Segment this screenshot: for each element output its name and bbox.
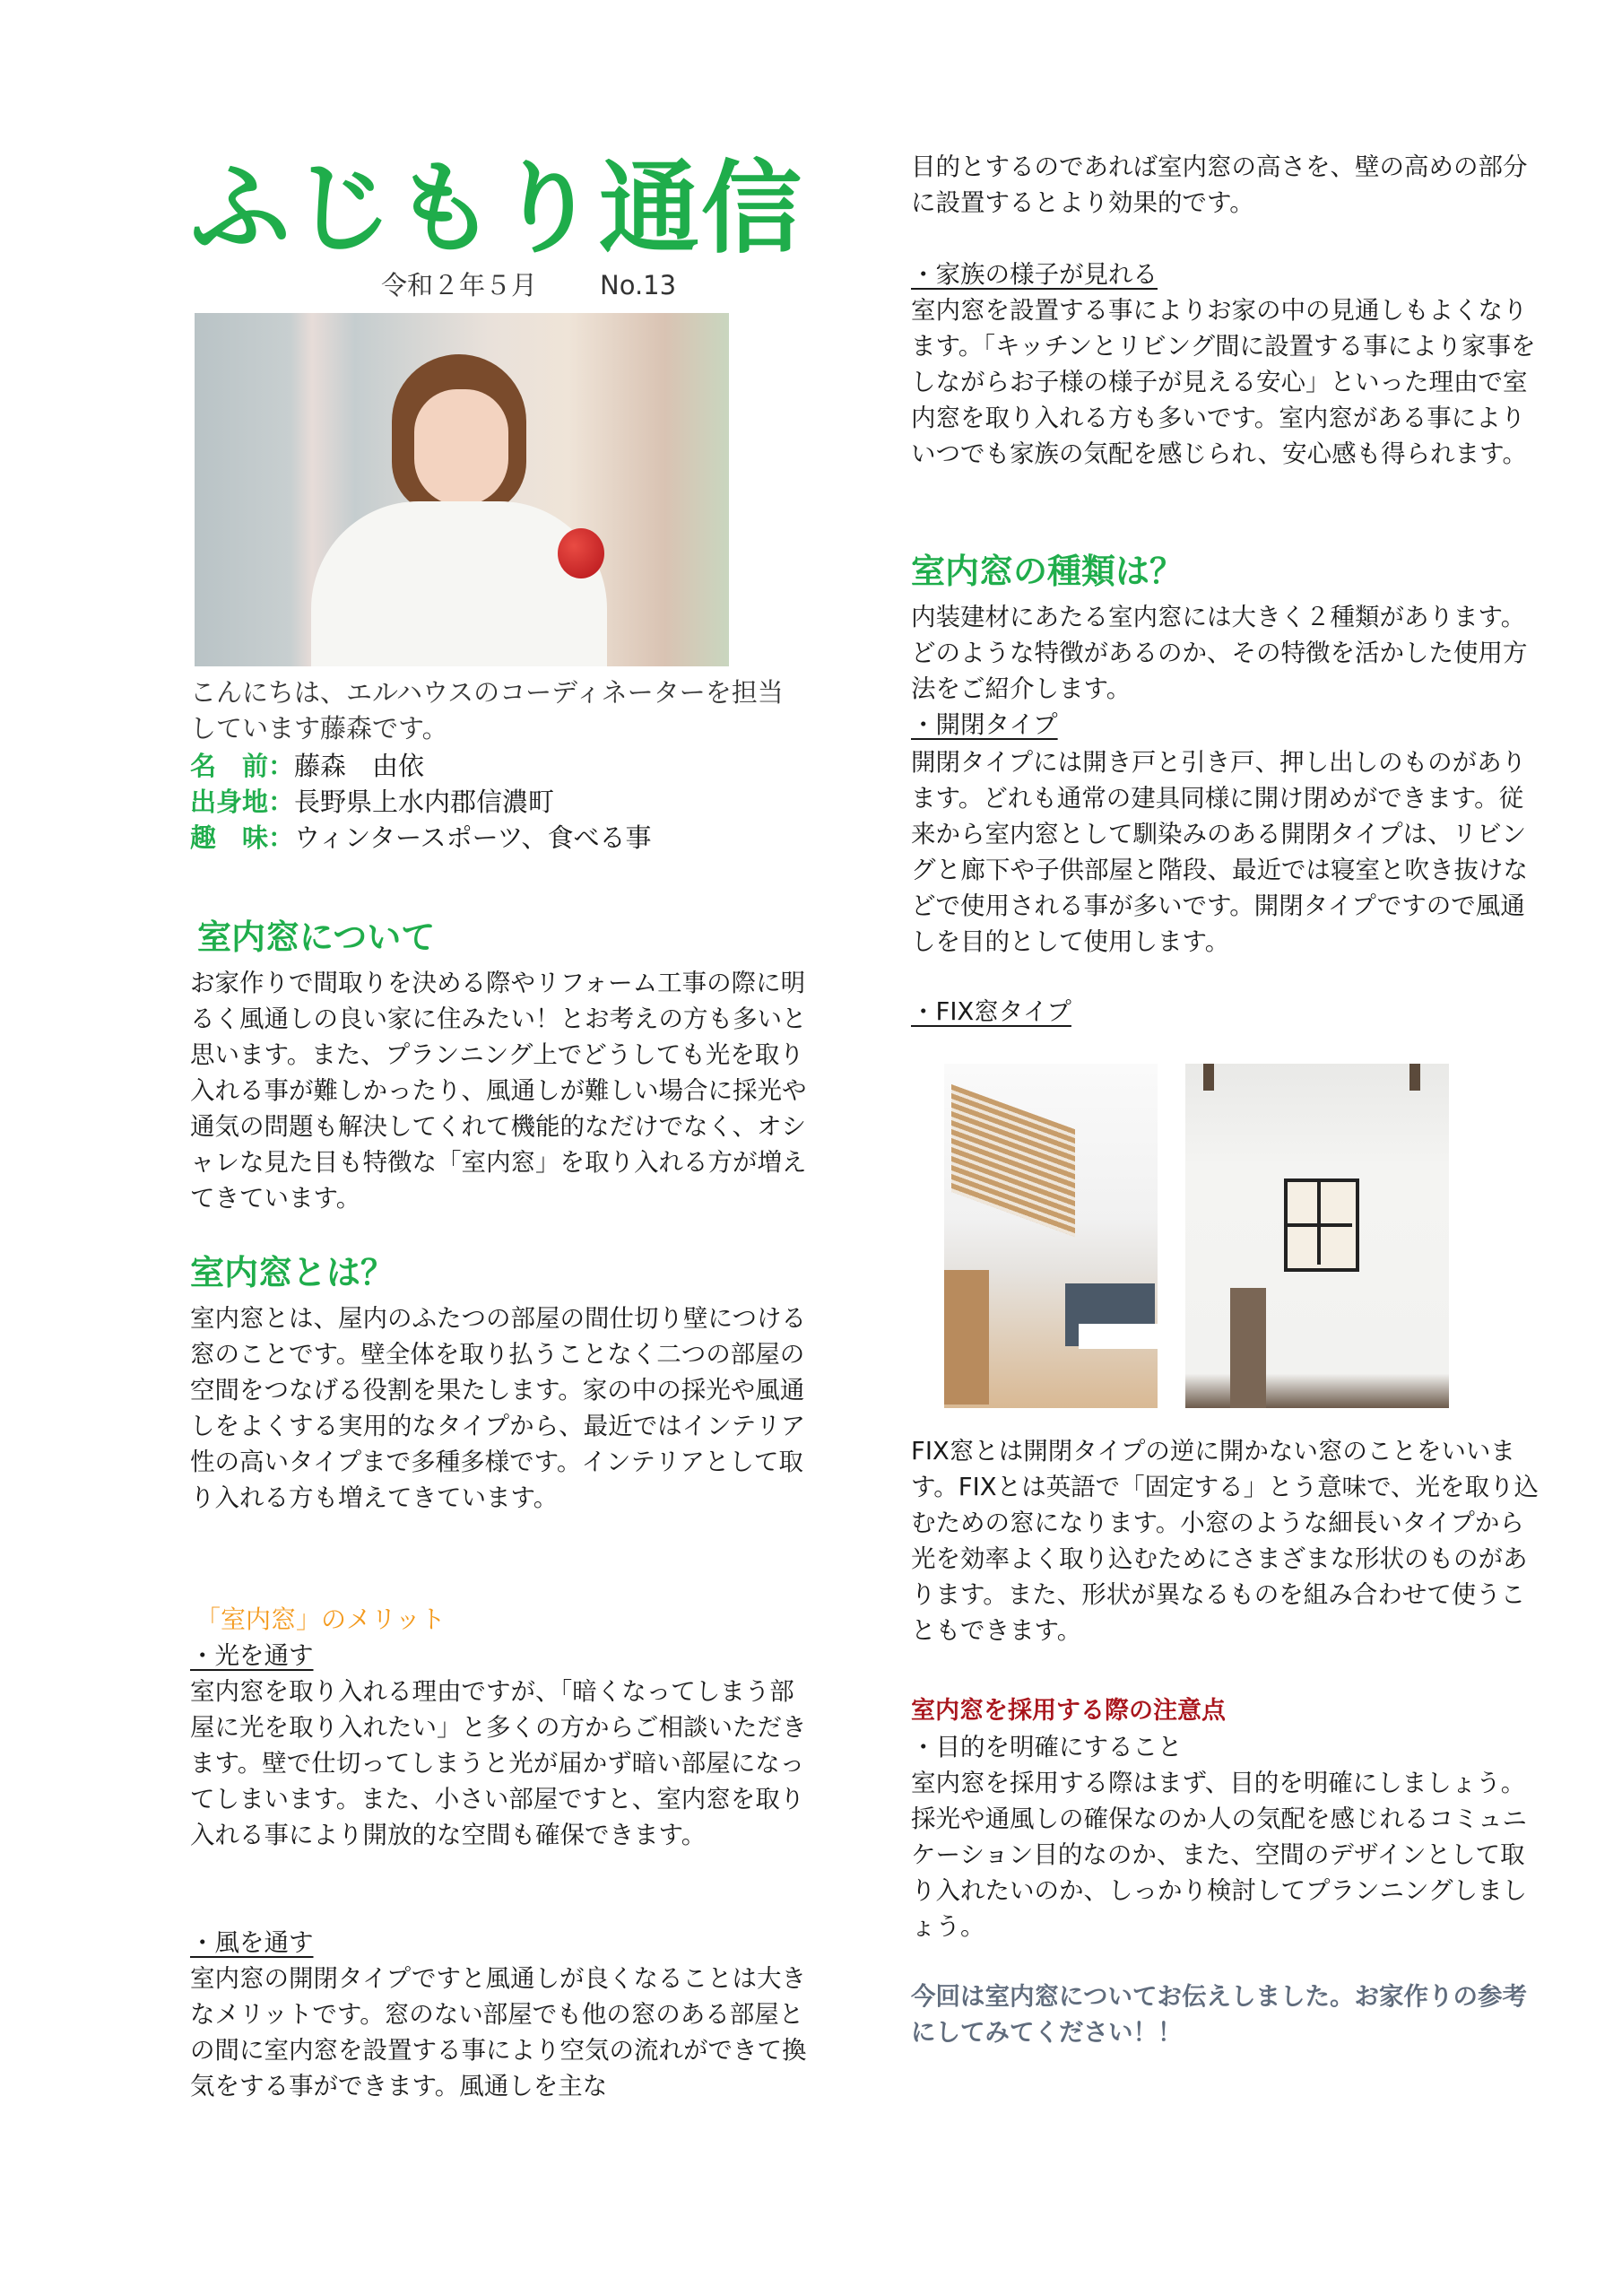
merit-wind-body-continued: 目的とするのであれば室内窓の高さを、壁の高めの部分に設置するとより効果的です。	[911, 152, 1528, 217]
caution-body: 室内窓を採用する際はまず、目的を明確にしましょう。採光や通風しの確保なのか人の気配を感じれるコミュニケーション目的なのか、また、空間のデザインとして取り入れたいのか、しっかり検討してプランニングしましょう。	[911, 1769, 1527, 1941]
profile-intro: こんにちは、エルハウスのコーディネーターを担当しています藤森です。	[190, 677, 784, 744]
section-body-types: 内装建材にあたる室内窓には大きく２種類があります。どのような特徴があるのか、その特徴を活かした使用方法をご紹介します。	[911, 603, 1528, 703]
profile-label: 出身地：	[190, 787, 295, 817]
type-fix-body: FIX窓とは開閉タイプの逆に開かない窓のことをいいます。FIXとは英語で「固定する」とう意味で、光を取り込むための窓になります。小窓のような細長いタイプから光を効率よく取り込むためにさまざまな形状のものがあります。また、形状が異なるものを組み合わせて使うこともできます。	[911, 1437, 1540, 1645]
profile-details	[190, 748, 818, 856]
fix-window-photo-living	[944, 1064, 1158, 1408]
merit-wind-subheading: ・風を通す	[190, 1928, 314, 1957]
issue-date: 令和２年５月	[381, 270, 538, 300]
merits-heading: 「室内窓」のメリット	[195, 1605, 446, 1634]
section-heading-types: 室内窓の種類は？	[911, 552, 1184, 591]
profile-value: ウィンタースポーツ、食べる事	[294, 822, 652, 853]
profile-value: 長野県上水内郡信濃町	[294, 787, 555, 817]
fix-window-photo-hallway	[1185, 1064, 1449, 1408]
closing-message: 今回は室内窓についてお伝えしました。お家作りの参考にしてみてください！！	[911, 1982, 1527, 2047]
section-heading-what: 室内窓とは？	[190, 1253, 395, 1292]
apple-icon	[558, 528, 604, 578]
issue-info	[381, 265, 676, 302]
newsletter-title: ふじもり通信	[190, 151, 803, 267]
section-body-about: お家作りで間取りを決める際やリフォーム工事の際に明るく風通しの良い家に住みたい！とお考えの方も多いと思います。また、プランニング上でどうしても光を取り入れる事が難しかったり、風通しが難しい場合に採光や通気の問題も解決してくれて機能的なだけでなく、オシャレな見た目も特徴な「室内窓」を取り入れる方が増えてきています。	[190, 969, 807, 1213]
profile-row-hobby	[190, 820, 818, 856]
merit-wind-body: 室内窓の開閉タイプですと風通しが良くなることは大きなメリットです。窓のない部屋でも他の窓のある部屋との間に室内窓を設置する事により空気の流れができて換気をする事ができます。風通しを主な	[190, 1964, 807, 2100]
caution-point: ・目的を明確にすること	[911, 1733, 1183, 1761]
profile-label: 名 前：	[190, 751, 295, 781]
merit-family-subheading: ・家族の様子が見れる	[911, 260, 1158, 289]
merit-light-body: 室内窓を取り入れる理由ですが、「暗くなってしまう部屋に光を取り入れたい」と多くの方からご相談いただきます。壁で仕切ってしまうと光が届かず暗い部屋になってしまいます。また、小さい部屋ですと、室内窓を取り入れる事により開放的な空間も確保できます。	[190, 1677, 807, 1849]
type-open-close-body: 開閉タイプには開き戸と引き戸、押し出しのものがあります。どれも通常の建具同様に開け閉めができます。従来から室内窓として馴染みのある開閉タイプは、リビングと廊下や子供部屋と階段、最近では寝室と吹き抜けなどで使用される事が多いです。開閉タイプですので風通しを目的として使用します。	[911, 748, 1529, 956]
profile-value: 藤森 由依	[294, 751, 425, 781]
merit-family-body: 室内窓を設置する事によりお家の中の見通しもよくなります。「キッチンとリビング間に設置する事により家事をしながらお子様の様子が見える安心」といった理由で室内窓を取り入れる方も多いです。室内窓がある事によりいつでも家族の気配を感じられ、安心感も得られます。	[911, 296, 1536, 468]
merit-light-subheading: ・光を通す	[190, 1641, 314, 1670]
profile-row-hometown	[190, 784, 818, 820]
section-heading-about: 室内窓について	[197, 918, 436, 957]
profile-photo	[195, 313, 729, 666]
profile-label: 趣 味：	[190, 822, 295, 853]
caution-heading: 室内窓を採用する際の注意点	[911, 1697, 1226, 1725]
issue-number: No.13	[600, 270, 677, 300]
type-fix-subheading: ・FIX窓タイプ	[911, 997, 1071, 1026]
type-open-close-subheading: ・開閉タイプ	[911, 710, 1058, 739]
profile-row-name	[190, 748, 818, 784]
section-body-what: 室内窓とは、屋内のふたつの部屋の間仕切り壁につける窓のことです。壁全体を取り払うことなく二つの部屋の空間をつなげる役割を果たします。家の中の採光や風通しをよくする実用的なタイプから、最近ではインテリア性の高いタイプまで多種多様です。インテリアとして取り入れる方も増えてきています。	[190, 1304, 806, 1512]
